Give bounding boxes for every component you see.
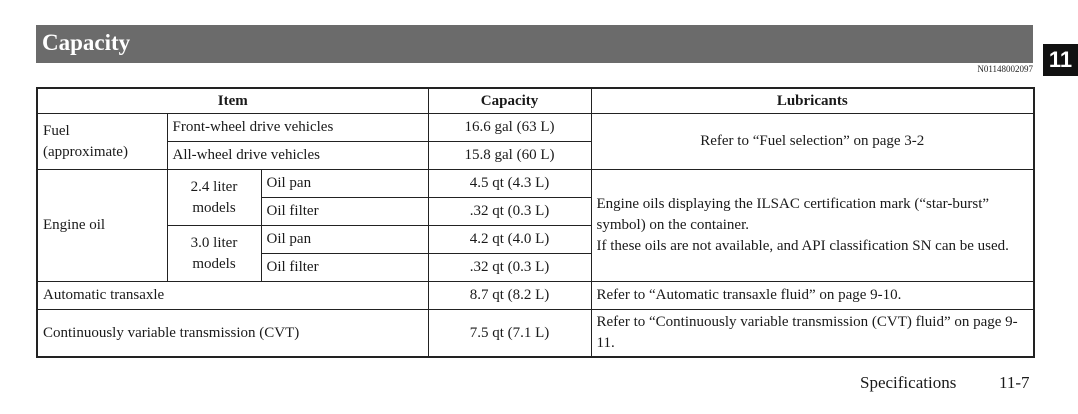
column-header-capacity: Capacity: [428, 88, 591, 114]
section-header-bar: [36, 25, 1033, 63]
fuel-capacity-fwd: 16.6 gal (63 L): [428, 114, 591, 142]
engine-part: Oil pan: [261, 170, 428, 198]
page-title: Capacity: [42, 30, 131, 55]
footer-page-number: 11-7: [999, 373, 1030, 392]
transaxle-lubricant: Refer to “Automatic transaxle fluid” on page 9-10.: [591, 282, 1034, 310]
fuel-item-fwd: Front-wheel drive vehicles: [167, 114, 428, 142]
engine-model-3-0: 3.0 liter models: [167, 226, 261, 282]
fuel-capacity-awd: 15.8 gal (60 L): [428, 142, 591, 170]
column-header-item: Item: [37, 88, 428, 114]
engine-capacity: .32 qt (0.3 L): [428, 198, 591, 226]
engine-part: Oil filter: [261, 198, 428, 226]
table-header-row: [37, 88, 1034, 114]
footer-section-name: Specifications: [860, 373, 957, 392]
cvt-lubricant: Refer to “Continuously variable transmission (CVT) fluid” on page 9-11.: [591, 310, 1034, 358]
transaxle-capacity: 8.7 qt (8.2 L): [428, 282, 591, 310]
fuel-item-awd: All-wheel drive vehicles: [167, 142, 428, 170]
document-code: N01148002097: [977, 64, 1033, 74]
column-header-lubricants: Lubricants: [591, 88, 1034, 114]
capacity-table: [36, 87, 1035, 358]
transaxle-item: Automatic transaxle: [37, 282, 428, 310]
engine-oil-label: Engine oil: [37, 170, 167, 282]
engine-part: Oil pan: [261, 226, 428, 254]
engine-capacity: .32 qt (0.3 L): [428, 254, 591, 282]
table-row: [37, 114, 1034, 142]
cvt-item: Continuously variable transmission (CVT): [37, 310, 428, 358]
fuel-lubricant: Refer to “Fuel selection” on page 3-2: [591, 114, 1034, 170]
engine-capacity: 4.5 qt (4.3 L): [428, 170, 591, 198]
engine-oil-lubricant: Engine oils displaying the ILSAC certification mark (“star-burst” symbol) on the container. If these oils are not available, and API classification SN can be used.: [591, 170, 1034, 282]
engine-model-2-4: 2.4 liter models: [167, 170, 261, 226]
table-row: [37, 282, 1034, 310]
engine-capacity: 4.2 qt (4.0 L): [428, 226, 591, 254]
table-row: [37, 310, 1034, 358]
chapter-tab: 11: [1043, 44, 1078, 76]
engine-part: Oil filter: [261, 254, 428, 282]
cvt-capacity: 7.5 qt (7.1 L): [428, 310, 591, 358]
table-row: [37, 170, 1034, 198]
fuel-label: Fuel (approximate): [37, 114, 167, 170]
